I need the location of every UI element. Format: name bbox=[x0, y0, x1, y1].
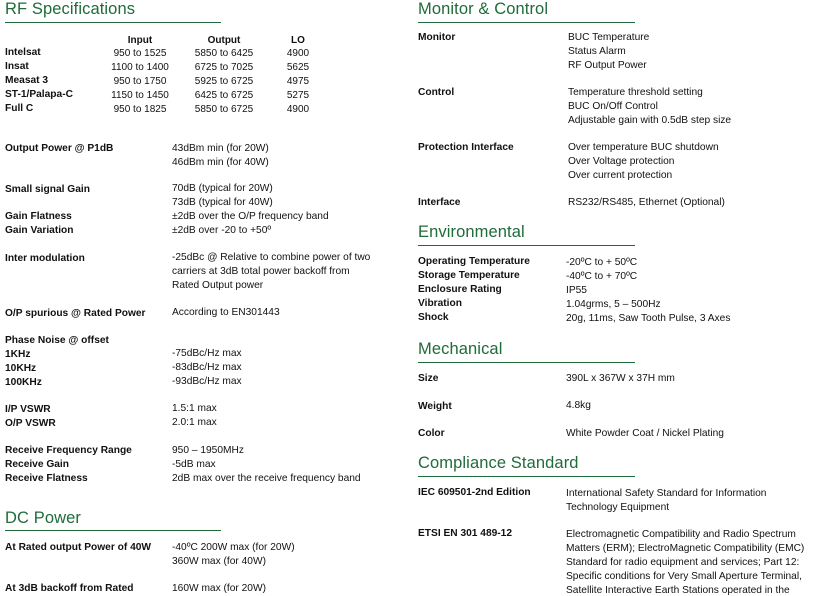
spec-value: 43dBm min (for 20W) bbox=[172, 143, 269, 154]
compliance-section-title: Compliance Standard bbox=[418, 454, 579, 472]
spec-label-shock: Shock bbox=[418, 312, 449, 323]
spec-value: 950 – 1950MHz bbox=[172, 445, 244, 456]
spec-label-inter-modulation: Inter modulation bbox=[5, 253, 85, 264]
row-lo: 4975 bbox=[286, 76, 310, 87]
spec-label-receive-gain: Receive Gain bbox=[5, 459, 69, 470]
spec-label-100khz: 100KHz bbox=[5, 377, 42, 388]
spec-value: -83dBc/Hz max bbox=[172, 362, 242, 373]
spec-value: Satellite Interactive Earth Stations operated in the bbox=[566, 585, 790, 596]
row-lo: 5275 bbox=[286, 90, 310, 101]
spec-value: BUC Temperature bbox=[568, 32, 650, 43]
spec-value: 1.5:1 max bbox=[172, 403, 217, 414]
spec-value: Status Alarm bbox=[568, 46, 626, 57]
spec-label-protection-interface: Protection Interface bbox=[418, 142, 514, 153]
spec-value: Rated Output power bbox=[172, 280, 264, 291]
spec-value: Over temperature BUC shutdown bbox=[568, 142, 719, 153]
spec-label-phase-noise: Phase Noise @ offset bbox=[5, 335, 109, 346]
spec-value: According to EN301443 bbox=[172, 307, 280, 318]
spec-label-weight: Weight bbox=[418, 401, 452, 412]
row-output: 5925 to 6725 bbox=[194, 76, 254, 87]
spec-value: 73dB (typical for 40W) bbox=[172, 197, 273, 208]
row-name: Intelsat bbox=[5, 47, 41, 58]
monitor-section-title: Monitor & Control bbox=[418, 0, 549, 18]
spec-label-ip-vswr: I/P VSWR bbox=[5, 404, 51, 415]
spec-value: BUC On/Off Control bbox=[568, 101, 658, 112]
spec-label-monitor: Monitor bbox=[418, 32, 456, 43]
dc-section-title: DC Power bbox=[5, 509, 81, 527]
table-header-lo: LO bbox=[291, 35, 305, 46]
spec-value: 70dB (typical for 20W) bbox=[172, 183, 273, 194]
spec-label-op-vswr: O/P VSWR bbox=[5, 418, 56, 429]
spec-label-etsi: ETSI EN 301 489-12 bbox=[418, 528, 513, 539]
spec-value: RF Output Power bbox=[568, 60, 647, 71]
spec-value: Electromagnetic Compatibility and Radio Spectrum bbox=[566, 529, 796, 540]
monitor-section-rule bbox=[418, 22, 635, 23]
spec-value: RS232/RS485, Ethernet (Optional) bbox=[568, 197, 725, 208]
spec-value: IP55 bbox=[566, 285, 587, 296]
spec-value: 160W max (for 20W) bbox=[172, 583, 266, 594]
row-output: 6425 to 6725 bbox=[194, 90, 254, 101]
spec-value: Over current protection bbox=[568, 170, 673, 181]
row-name: Insat bbox=[5, 61, 29, 72]
row-name: ST-1/Palapa-C bbox=[5, 89, 73, 100]
spec-value: -75dBc/Hz max bbox=[172, 348, 242, 359]
spec-label-gain-flatness: Gain Flatness bbox=[5, 211, 72, 222]
row-input: 1100 to 1400 bbox=[111, 62, 169, 73]
row-input: 950 to 1750 bbox=[113, 76, 167, 87]
spec-value: Specific conditions for Very Small Aperture Terminal, bbox=[566, 571, 802, 582]
spec-value: 360W max (for 40W) bbox=[172, 556, 266, 567]
mechanical-section-rule bbox=[418, 362, 635, 363]
row-output: 6725 to 7025 bbox=[194, 62, 254, 73]
row-lo: 4900 bbox=[286, 48, 310, 59]
mechanical-section-title: Mechanical bbox=[418, 340, 503, 358]
row-output: 5850 to 6425 bbox=[194, 48, 254, 59]
spec-value: 46dBm min (for 40W) bbox=[172, 157, 269, 168]
spec-value: -40ºC 200W max (for 20W) bbox=[172, 542, 295, 553]
spec-value: -25dBc @ Relative to combine power of two bbox=[172, 252, 371, 263]
spec-value: Matters (ERM); ElectroMagnetic Compatibility (EMC) bbox=[566, 543, 805, 554]
spec-value: White Powder Coat / Nickel Plating bbox=[566, 428, 724, 439]
spec-label-storage-temperature: Storage Temperature bbox=[418, 270, 520, 281]
spec-value: 4.8kg bbox=[566, 400, 591, 411]
row-name: Full C bbox=[5, 103, 34, 114]
table-header-output: Output bbox=[207, 35, 241, 46]
row-input: 950 to 1825 bbox=[113, 104, 167, 115]
spec-value: -93dBc/Hz max bbox=[172, 376, 242, 387]
row-input: 1150 to 1450 bbox=[111, 90, 169, 101]
spec-label-interface: Interface bbox=[418, 197, 461, 208]
spec-value: -40ºC to + 70ºC bbox=[566, 271, 638, 282]
spec-value: -5dB max bbox=[172, 459, 216, 470]
spec-label-output-power: Output Power @ P1dB bbox=[5, 143, 114, 154]
spec-label-op-spurious: O/P spurious @ Rated Power bbox=[5, 308, 146, 319]
spec-label-receive-flatness: Receive Flatness bbox=[5, 473, 88, 484]
environmental-section-rule bbox=[418, 245, 635, 246]
spec-label-operating-temperature: Operating Temperature bbox=[418, 256, 530, 267]
spec-label-iec: IEC 609501-2nd Edition bbox=[418, 487, 531, 498]
spec-value: ±2dB over -20 to +50º bbox=[172, 225, 272, 236]
spec-value: Standard for radio equipment and services; Part 12: bbox=[566, 557, 800, 568]
row-input: 950 to 1525 bbox=[113, 48, 167, 59]
spec-value: carriers at 3dB total power backoff from bbox=[172, 266, 350, 277]
spec-value: Over Voltage protection bbox=[568, 156, 675, 167]
environmental-section-title: Environmental bbox=[418, 223, 525, 241]
spec-value: 2.0:1 max bbox=[172, 417, 217, 428]
dc-section-rule bbox=[5, 530, 221, 531]
spec-value: International Safety Standard for Information bbox=[566, 488, 767, 499]
compliance-section-rule bbox=[418, 476, 635, 477]
rf-section-rule bbox=[5, 22, 221, 23]
spec-value: -20ºC to + 50ºC bbox=[566, 257, 638, 268]
row-name: Measat 3 bbox=[5, 75, 49, 86]
row-lo: 5625 bbox=[286, 62, 310, 73]
spec-value: Adjustable gain with 0.5dB step size bbox=[568, 115, 732, 126]
spec-label-control: Control bbox=[418, 87, 455, 98]
spec-label-vibration: Vibration bbox=[418, 298, 462, 309]
table-header-input: Input bbox=[127, 35, 153, 46]
spec-label-1khz: 1KHz bbox=[5, 349, 31, 360]
spec-label-3db-backoff: At 3dB backoff from Rated bbox=[5, 583, 134, 594]
spec-value: Temperature threshold setting bbox=[568, 87, 703, 98]
spec-label-small-signal-gain: Small signal Gain bbox=[5, 184, 90, 195]
spec-label-color: Color bbox=[418, 428, 445, 439]
spec-label-receive-frequency-range: Receive Frequency Range bbox=[5, 445, 132, 456]
spec-label-enclosure-rating: Enclosure Rating bbox=[418, 284, 502, 295]
spec-value: ±2dB over the O/P frequency band bbox=[172, 211, 329, 222]
spec-value: 20g, 11ms, Saw Tooth Pulse, 3 Axes bbox=[566, 313, 731, 324]
spec-label-size: Size bbox=[418, 373, 439, 384]
spec-value: Technology Equipment bbox=[566, 502, 670, 513]
spec-label-gain-variation: Gain Variation bbox=[5, 225, 74, 236]
rf-section-title: RF Specifications bbox=[5, 0, 136, 18]
spec-label-rated-output-power: At Rated output Power of 40W bbox=[5, 542, 152, 553]
row-output: 5850 to 6725 bbox=[194, 104, 254, 115]
spec-value: 2dB max over the receive frequency band bbox=[172, 473, 361, 484]
spec-label-10khz: 10KHz bbox=[5, 363, 37, 374]
spec-value: 1.04grms, 5 – 500Hz bbox=[566, 299, 661, 310]
spec-value: 390L x 367W x 37H mm bbox=[566, 373, 675, 384]
row-lo: 4900 bbox=[286, 104, 310, 115]
